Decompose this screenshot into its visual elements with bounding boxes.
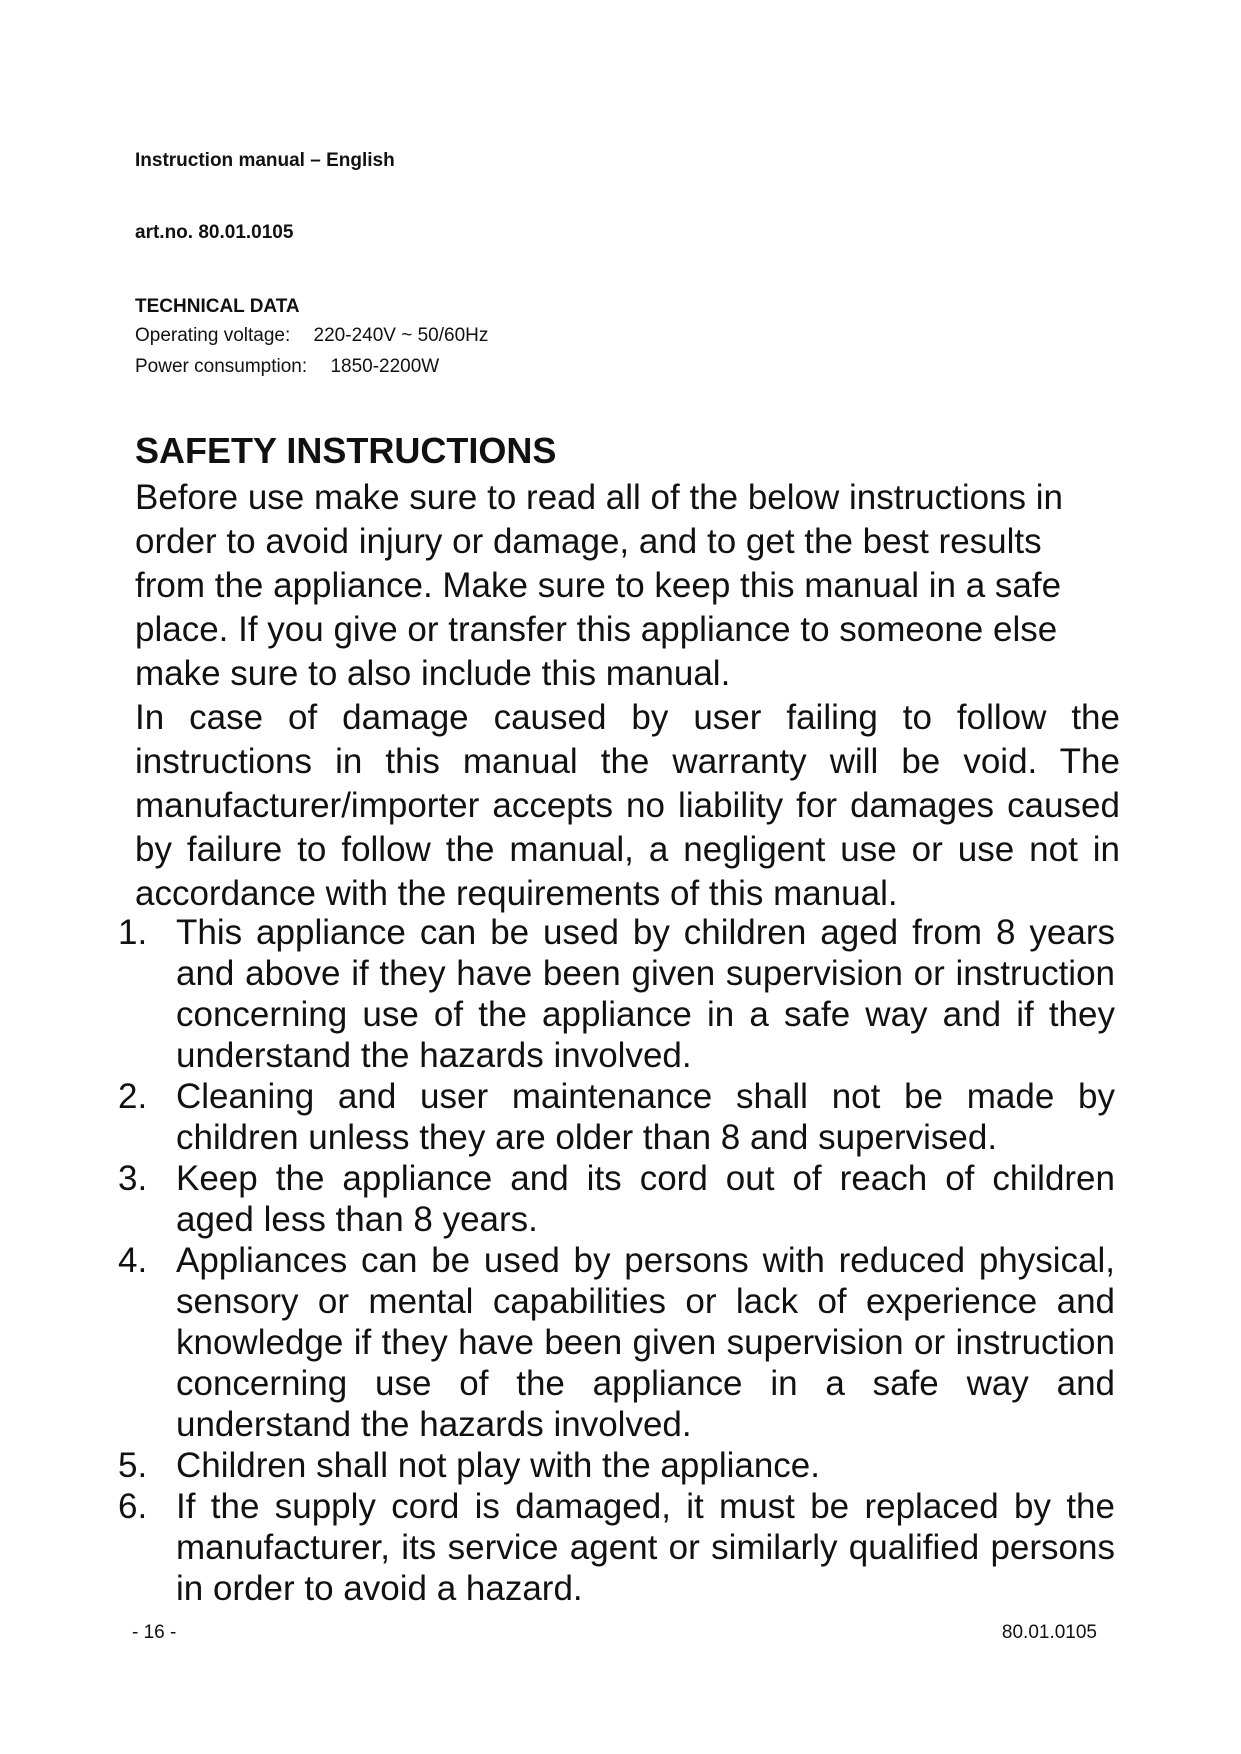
list-text: This appliance can be used by children aged from 8 years and above if they have been given supervision or instruction concerning use of the appliance in a safe way and if they understand the hazards involved.	[176, 913, 1115, 1075]
list-number: 5.	[118, 1446, 148, 1485]
footer-article-code: 80.01.0105	[1001, 1622, 1097, 1643]
list-item	[0, 1240, 1115, 1445]
list-item	[0, 1076, 1115, 1158]
list-item	[0, 1486, 1115, 1609]
list-number: 1.	[118, 913, 148, 952]
list-text: Children shall not play with the appliance.	[176, 1446, 820, 1485]
list-number: 3.	[118, 1159, 148, 1198]
tech-value: 220-240V ~ 50/60Hz	[313, 325, 489, 346]
tech-row-voltage	[135, 325, 488, 347]
list-item	[0, 912, 1115, 1076]
list-item	[0, 1158, 1115, 1240]
tech-row-power	[135, 356, 439, 378]
manual-title: Instruction manual – English	[135, 150, 395, 171]
list-number: 6.	[118, 1487, 148, 1526]
tech-label: Operating voltage:	[135, 325, 291, 346]
list-text: If the supply cord is damaged, it must be replaced by the manufacturer, its service agent or similarly qualified persons in order to avoid a hazard.	[176, 1487, 1115, 1608]
list-item	[0, 1445, 1115, 1486]
list-text: Appliances can be used by persons with reduced physical, sensory or mental capabilities or lack of experience and knowledge if they have been given supervision or instruction concerning use of the appliance in a safe way and understand the hazards involved.	[176, 1241, 1115, 1444]
technical-data-heading: TECHNICAL DATA	[135, 296, 300, 317]
tech-value: 1850-2200W	[330, 356, 440, 377]
list-number: 4.	[118, 1241, 148, 1280]
article-number: art.no. 80.01.0105	[135, 222, 294, 243]
list-text: Keep the appliance and its cord out of reach of children aged less than 8 years.	[176, 1159, 1115, 1239]
page-number: - 16 -	[132, 1622, 177, 1643]
safety-intro-paragraph: Before use make sure to read all of the below instructions in order to avoid injury or damage, and to get the best results from the appliance. Make sure to keep this manual in a safe place. If you give or transfer this appliance to someone else make sure to also include this manual.	[135, 478, 1063, 693]
list-number: 2.	[118, 1077, 148, 1116]
tech-label: Power consumption:	[135, 356, 308, 377]
list-text: Cleaning and user maintenance shall not be made by children unless they are older than 8 and supervised.	[176, 1077, 1115, 1157]
warranty-paragraph: In case of damage caused by user failing to follow the instructions in this manual the warranty will be void. The manufacturer/importer accepts no liability for damages caused by failure to follow the manual, a negligent use or use not in accordance with the requirements of this manual.	[135, 698, 1120, 913]
safety-list	[0, 912, 1241, 1609]
safety-heading: SAFETY INSTRUCTIONS	[135, 430, 557, 471]
